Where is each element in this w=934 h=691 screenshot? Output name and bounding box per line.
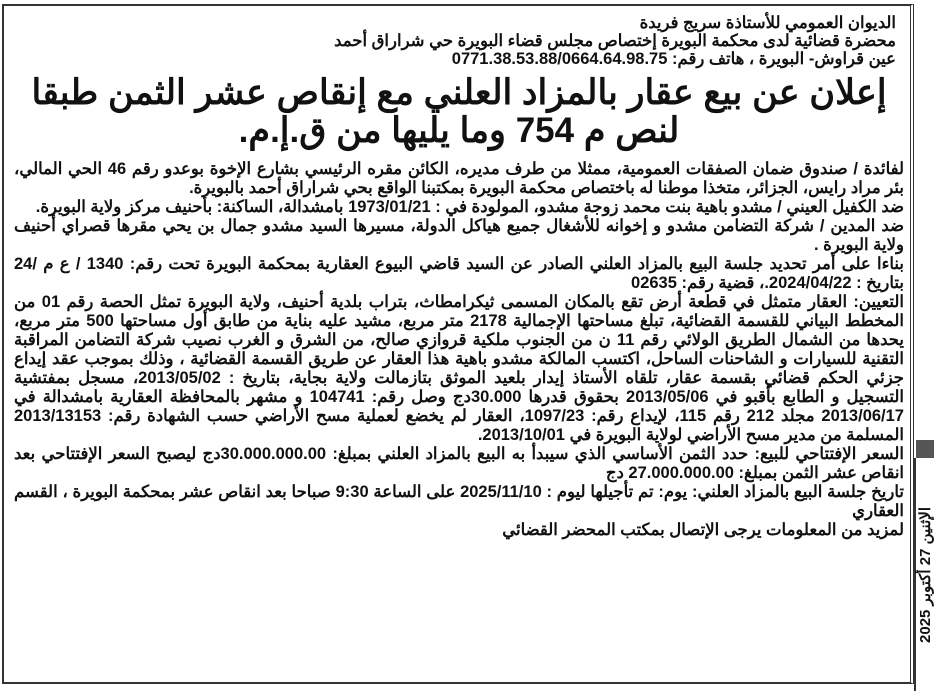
auction-date-paragraph: تاريخ جلسة البيع بالمزاد العلني: يوم: تم تأجيلها ليوم : 2025/11/10 على الساعة 9:30 صباحا بعد انقاص عشر بمحكمة البويرة ، القسم العقاري	[14, 483, 904, 520]
notice-title	[14, 74, 904, 150]
newspaper-date-strip	[914, 458, 934, 691]
property-description-paragraph: التعيين: العقار متمثل في قطعة أرض تقع بالمكان المسمى ثيكرامطاث، بتراب بلدية أحنيف، ولاية البويرة تمثل الحصة رقم 01 من المخطط البياني للقسمة القضائية، تبلغ مساحتها الإجمالية 2178 متر مربع، مشيد عليه بناية من طابق أول مساحتها 500 متر مربع، يحدها من الشمال الطريق الولائي رقم 11 ن من الجنوب ملكية قروازي صالح، من الشرق و الغرب نصيب شركة التضامن المراقبة التقنية للسيارات و الشاحنات الساحل، اكتسب المالكة مشدو باهية هذا العقار عن طريق القسمة القضائية ، وذلك بموجب عقد إيداع جزئي الحكم قضائي بقسمة عقار، تلقاه الأستاذ إيدار بلعيد الموثق بتازمالت ولاية بجاية، بتاريخ : 2013/05/02، مسجل بمفتشية التسجيل و الطابع بأقبو في 2013/05/06 بحقوق قدرها 30.000دج وصل رقم: 104741 و مشهر بالمحافظة العقارية بامشدالة في 2013/06/17 مجلد 212 رقم 115، لإيداع رقم: 1097/23، العقار لم يخضع لعملية مسح الأراضي حسب الشهادة رقم: 2013/13153 المسلمة من مدير مسح الأراضي لولاية البويرة في 2013/10/01.	[14, 293, 905, 444]
opening-price-paragraph: السعر الإفتتاحي للبيع: حدد الثمن الأساسي الذي سيبدأ به البيع بالمزاد العلني بمبلغ: 30.000.000.00دج ليصبح السعر الإفتتاحي بعد انقاص عشر الثمن بمبلغ: 27.000.000.00 دج	[14, 445, 904, 482]
contact-paragraph: لمزيد من المعلومات يرجى الإتصال بمكتب المحضر القضائي	[502, 521, 904, 539]
guarantor-paragraph: ضد الكفيل العيني / مشدو باهية بنت محمد زوجة مشدو، المولودة في : 1973/01/21 بامشدالة، الساكنة: بأحنيف مركز ولاية البويرة.	[35, 198, 904, 216]
bailiff-contact: عين قراوش- البويرة ، هاتف رقم: 0771.38.53.88/0664.64.98.75	[451, 50, 896, 68]
bailiff-name: الديوان العمومي للأستاذة سريج فريدة	[639, 14, 896, 32]
order-paragraph: بناءا على أمر تحديد جلسة البيع بالمزاد العلني الصادر عن السيد قاضي البيوع العقارية بمحكمة البويرة تحت رقم: 1340 / ع م /24 بتاريخ : 2024/04/22.، قضية رقم: 02635	[14, 255, 904, 292]
bailiff-office: محضرة قضائية لدى محكمة البويرة إختصاص مجلس قضاء البويرة حي شراراق أحمد	[334, 32, 896, 50]
title-line-1: إعلان عن بيع عقار بالمزاد العلني مع إنقاص عشر الثمن طبقا	[31, 73, 887, 112]
publication-date: الإثنين 27 أكتوبر 2025	[917, 506, 934, 643]
debtor-paragraph: ضد المدين / شركة التضامن مشدو و إخوانه للأشغال جميع هياكل الدولة، مسيرها السيد مشدو جمال بن يحي مقرها قصراي أحنيف ولاية البويرة .	[14, 217, 904, 254]
beneficiary-paragraph: لفائدة / صندوق ضمان الصفقات العمومية، ممثلا من طرف مديره، الكائن مقره الرئيسي بشارع الإخوة بوعدو رقم 46 الحي المالي، بئر مراد رايس، الجزائر، متخذا موطنا له باختصاص محكمة البويرة بمكتبنا الواقع بحي شراراق أحمد بالبويرة.	[14, 160, 904, 197]
legal-notice	[14, 14, 904, 540]
title-line-2: لنص م 754 وما يليها من ق.إ.م.	[238, 111, 680, 150]
notice-header	[14, 14, 904, 68]
